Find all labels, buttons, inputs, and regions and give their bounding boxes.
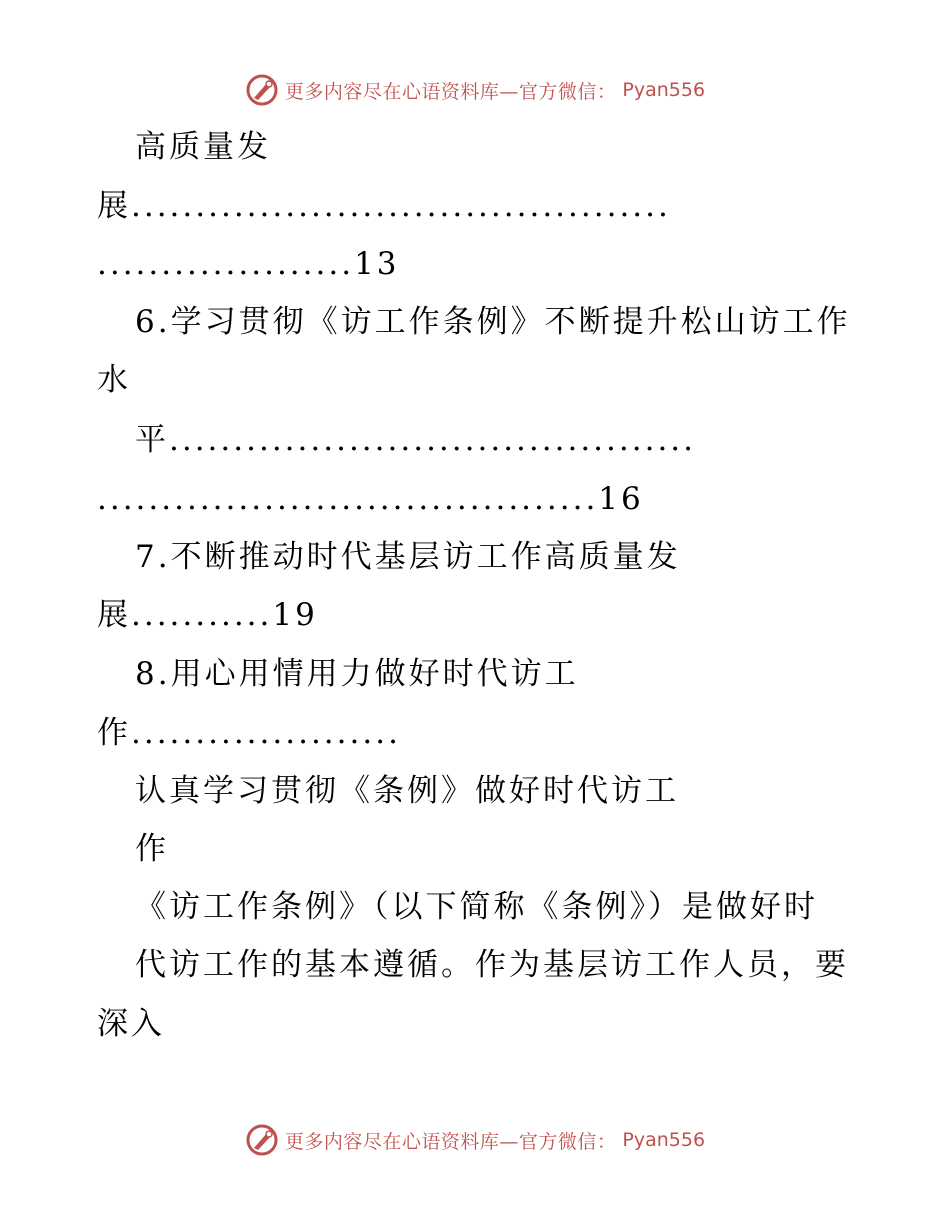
header-watermark: [0, 70, 950, 110]
header-wechat-id: Pyan556: [622, 79, 706, 101]
toc-line: 平.........................................: [135, 422, 697, 458]
toc-line: 高质量发: [135, 129, 271, 165]
body-text: 深入: [97, 1006, 165, 1042]
toc-line: 7.不断推动时代基层访工作高质量发: [135, 539, 681, 575]
toc-line: 展..........................................: [97, 188, 671, 224]
body-text: 代访工作的基本遵循。作为基层访工作人员，要: [135, 947, 849, 983]
toc-line: ....................13: [97, 246, 400, 282]
footer-watermark: [0, 1120, 950, 1160]
pen-logo-icon: [245, 1123, 279, 1157]
toc-line: 展...........19: [97, 597, 318, 633]
toc-line: 6.学习贯彻《访工作条例》不断提升松山访工作: [135, 304, 851, 340]
footer-site-text: 更多内容尽在心语资料库—官方微信：: [284, 1130, 617, 1153]
header-site-text: 更多内容尽在心语资料库—官方微信：: [284, 80, 617, 103]
section-title: 认真学习贯彻《条例》做好时代访工: [135, 773, 679, 809]
toc-line: 水: [97, 362, 131, 398]
body-text: 《访工作条例》（以下简称《条例》）是做好时: [135, 889, 818, 925]
toc-line: .......................................16: [97, 481, 644, 517]
pen-logo-icon: [245, 73, 279, 107]
footer-wechat-id: Pyan556: [622, 1129, 706, 1151]
toc-line: 作.....................: [97, 715, 401, 751]
toc-line: 8.用心用情用力做好时代访工: [135, 656, 579, 692]
section-title: 作: [135, 831, 169, 867]
